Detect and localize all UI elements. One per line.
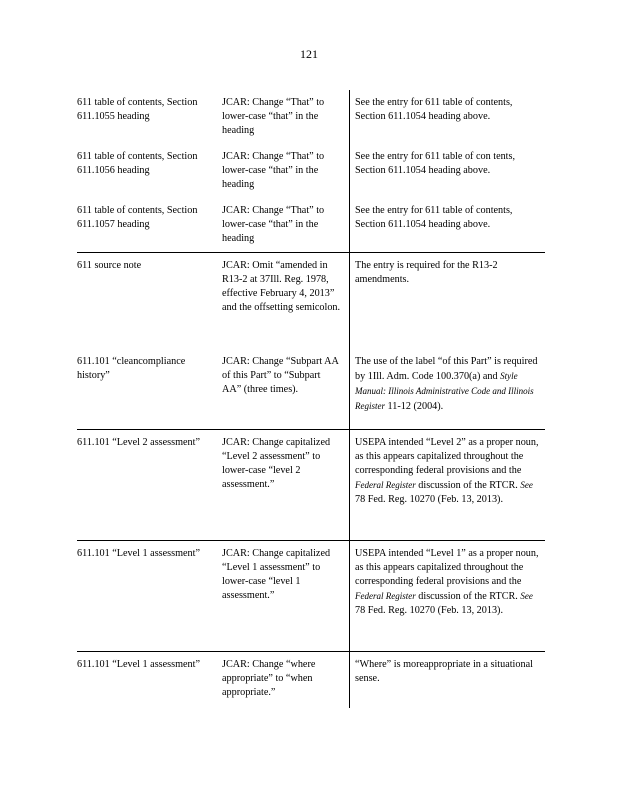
comment-text: 78 Fed. Reg. 10270 (Feb. 13, 2013).: [355, 494, 503, 505]
table-row: [77, 651, 545, 708]
comment-cell: See the entry for 611 table of con tents, Section 611.1054 heading above.: [349, 144, 545, 198]
point-cell: 611.101 “Level 1 assessment”: [77, 548, 200, 559]
point-cell: 611 table of contents, Section 611.1056 heading: [77, 151, 198, 176]
citation-italic: Style Manual: Illinois Administrative Code and Illinois Register: [355, 371, 534, 411]
citation-italic: Federal Register: [355, 591, 416, 601]
correction-cell: JCAR: Change capitalized “Level 1 assessment” to lower-case “level 1 assessment.”: [222, 548, 331, 601]
comment-text: discussion of the RTCR.: [415, 591, 521, 602]
comment-cell: See the entry for 611 table of contents, Section 611.1054 heading above.: [349, 90, 545, 144]
table-row: [77, 540, 545, 651]
correction-cell: JCAR: Change “Subpart AA of this Part” to “Subpart AA” (three times).: [222, 356, 339, 395]
comment-text: discussion of the RTCR.: [415, 480, 521, 491]
comments-table: [77, 90, 545, 708]
point-cell: 611 source note: [77, 260, 142, 271]
correction-cell: JCAR: Change “where appropriate” to “when appropriate.”: [222, 659, 316, 698]
table-row: [77, 90, 545, 144]
citation-italic: Federal Register: [355, 480, 416, 490]
correction-cell: JCAR: Change “That” to lower-case “that” in the heading: [222, 151, 325, 190]
correction-cell: JCAR: Omit “amended in R13-2 at 37Ill. Reg. 1978, effective February 4, 2013” and the offsetting semicolon.: [222, 260, 341, 313]
point-cell: 611.101 “Level 2 assessment”: [77, 437, 200, 448]
comment-cell: See the entry for 611 table of contents, Section 611.1054 heading above.: [349, 198, 545, 252]
comment-text: USEPA intended “Level 1” as a proper noun, as this appears capitalized throughout the corresponding federal provisions and the: [355, 548, 539, 587]
signal-italic: See: [520, 480, 533, 490]
comment-cell: [349, 430, 545, 540]
point-cell: 611 table of contents, Section 611.1055 heading: [77, 97, 198, 122]
point-cell: 611.101 “cleancompliance history”: [77, 356, 186, 381]
comment-text: The use of the label “of this Part” is required by 1Ill. Adm. Code 100.370(a) and: [355, 356, 538, 382]
comment-text: 11-12 (2004).: [385, 401, 444, 412]
signal-italic: See: [520, 591, 533, 601]
table-row: [77, 144, 545, 198]
page-number: 121: [300, 47, 318, 61]
table-row: [77, 349, 545, 429]
point-cell: 611 table of contents, Section 611.1057 heading: [77, 205, 198, 230]
comment-cell: [349, 349, 545, 429]
table-row: [77, 429, 545, 540]
comment-cell: The entry is required for the R13-2 amendments.: [349, 253, 545, 349]
comment-text: USEPA intended “Level 2” as a proper noun, as this appears capitalized throughout the corresponding federal provisions and the: [355, 437, 539, 476]
table-row: [77, 198, 545, 252]
point-cell: 611.101 “Level 1 assessment”: [77, 659, 200, 670]
correction-cell: JCAR: Change capitalized “Level 2 assessment” to lower-case “level 2 assessment.”: [222, 437, 331, 490]
correction-cell: JCAR: Change “That” to lower-case “that” in the heading: [222, 97, 325, 136]
comment-cell: [349, 541, 545, 651]
comment-text: 78 Fed. Reg. 10270 (Feb. 13, 2013).: [355, 605, 503, 616]
table-row: [77, 252, 545, 349]
correction-cell: JCAR: Change “That” to lower-case “that” in the heading: [222, 205, 325, 244]
comment-cell: “Where” is moreappropriate in a situational sense.: [349, 652, 545, 708]
